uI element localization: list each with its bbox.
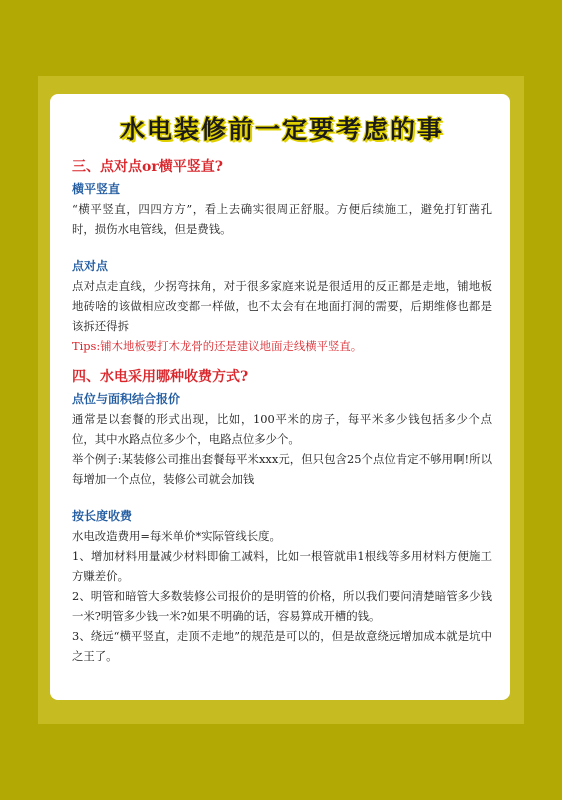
content-card [50,94,510,700]
section-3-sub-heading-1: 横平竖直 [72,182,121,196]
section-4-paragraph-4: 1、增加材料用量减少材料即偷工减料，比如一根管就串1根线等多用材料方便施工方赚差价。 [72,549,492,583]
page-title: 水电装修前一定要考虑的事 [119,115,444,144]
section-4-sub-heading-1: 点位与面积结合报价 [72,392,181,406]
section-4-paragraph-2: 举个例子:某装修公司推出套餐每平米xxx元，但只包含25个点位肯定不够用啊!所以每增加一个点位，装修公司就会加钱 [72,452,492,486]
section-3-heading: 三、点对点or横平竖直? [72,159,223,175]
tips-text: Tips:铺木地板要打木龙骨的还是建议地面走线横平竖直。 [72,339,363,353]
section-4-paragraph-1: 通常是以套餐的形式出现，比如，100平米的房子，每平米多少钱包括多少个点位，其中水路点位多少个，电路点位多少个。 [72,412,492,446]
section-3-paragraph-2: 点对点走直线，少拐弯抹角，对于很多家庭来说是很适用的反正都是走地，铺地板地砖啥的该做相应改变都一样做，也不太会有在地面打洞的需要，后期维修也都是该拆还得拆 [72,279,492,333]
section-4-paragraph-5: 2、明管和暗管大多数装修公司报价的是明管的价格，所以我们要问清楚暗管多少钱一米?明管多少钱一米?如果不明确的话，容易算成开槽的钱。 [72,589,492,623]
section-3-sub-heading-2: 点对点 [72,259,109,273]
section-4-heading: 四、水电采用哪种收费方式? [72,369,249,385]
section-4-sub-heading-2: 按长度收费 [72,509,133,523]
section-4-paragraph-6: 3、绕远“横平竖直，走顶不走地”的规范是可以的，但是故意绕远增加成本就是坑中之王了。 [72,629,492,663]
section-4-paragraph-3: 水电改造费用=每米单价*实际管线长度。 [72,529,281,543]
section-3-paragraph-1: “横平竖直，四四方方”，看上去确实很周正舒服。方便后续施工，避免打钉凿孔时，损伤水电管线，但是费钱。 [72,202,492,236]
